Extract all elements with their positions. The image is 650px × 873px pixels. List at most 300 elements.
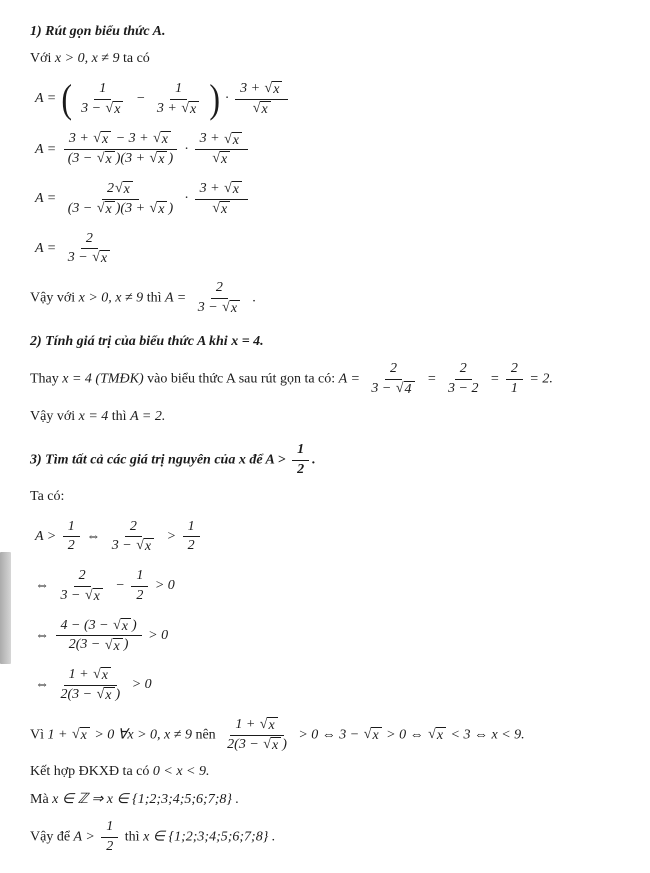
numerator xyxy=(183,519,200,538)
radical-sign: √ xyxy=(395,380,404,396)
denominator xyxy=(56,587,109,605)
denominator xyxy=(183,537,200,555)
math-run: x xyxy=(436,728,444,744)
section-heading xyxy=(30,441,634,480)
radicand xyxy=(189,101,199,118)
denominator xyxy=(206,200,236,218)
text-run: Vậy với xyxy=(30,290,79,306)
text-line xyxy=(30,408,634,426)
math-run: A = xyxy=(35,91,60,107)
fraction xyxy=(101,819,118,856)
math-run: ⇔ xyxy=(82,528,104,544)
radical xyxy=(93,131,111,148)
math-run: x xyxy=(232,132,239,148)
math-run: A = xyxy=(35,240,60,256)
math-run: ) xyxy=(123,637,129,653)
fraction xyxy=(183,519,200,556)
text-line xyxy=(30,50,634,68)
math-run: x xyxy=(114,101,121,117)
radical-sign: √ xyxy=(181,100,190,116)
fraction xyxy=(152,81,205,118)
math-run: 1 xyxy=(99,81,107,97)
radical xyxy=(150,201,168,218)
numerator xyxy=(74,568,91,587)
radical-sign: √ xyxy=(96,687,105,703)
radical xyxy=(106,101,124,118)
math-run: x ∈ {1;2;3;4;5;6;7;8} . xyxy=(143,829,276,845)
math-run: 3 − xyxy=(371,380,395,396)
text-run: Vậy với xyxy=(30,408,79,424)
math-run: 2 xyxy=(136,587,144,603)
radicand xyxy=(161,131,171,148)
math-run: 3 + xyxy=(199,131,224,147)
text-run: 2) Tính giá trị của biểu thức A khi xyxy=(30,333,232,349)
radicand xyxy=(104,687,114,704)
math-run: 3 − xyxy=(67,250,92,266)
text-run: vào biểu thức A sau rút gọn ta có: xyxy=(143,371,339,387)
math-run: 3 − xyxy=(197,299,222,315)
text-run: 3) Tìm tất cả các giá trị nguyên của x để xyxy=(30,452,266,468)
numerator xyxy=(455,361,472,380)
math-run: 1 xyxy=(187,518,195,534)
math-run: 3 + xyxy=(156,100,181,116)
radicand xyxy=(232,132,242,149)
math-run: x xyxy=(221,201,228,217)
math-run: 1 + xyxy=(68,667,93,683)
math-run: x xyxy=(123,182,130,198)
math-run: 3 + xyxy=(68,131,93,147)
math-run: x xyxy=(93,588,100,604)
radical xyxy=(97,151,115,168)
math-run: x xyxy=(105,152,112,168)
math-run: ⇔ xyxy=(35,578,53,594)
radicand xyxy=(101,131,111,148)
radical xyxy=(105,638,123,655)
math-run: x xyxy=(261,101,268,117)
math-run: (3 − xyxy=(67,151,96,167)
math-run: 2 xyxy=(389,360,397,376)
math-run: (3 − xyxy=(67,200,96,216)
text-line xyxy=(30,488,634,506)
radical xyxy=(260,717,278,734)
radicand xyxy=(260,101,270,118)
radical-sign: √ xyxy=(259,716,268,732)
radical-sign: √ xyxy=(92,250,100,266)
denominator xyxy=(247,100,277,118)
radicand xyxy=(144,538,154,555)
math-run: = xyxy=(423,371,440,387)
math-run: x xyxy=(158,152,165,168)
radical-sign: √ xyxy=(149,151,158,167)
math-run: 2(3 − xyxy=(60,687,96,703)
radical xyxy=(97,687,115,704)
math-run: A = 2. xyxy=(130,408,166,424)
radical-sign: √ xyxy=(252,100,261,116)
math-run: x xyxy=(113,638,120,654)
math-run: x > 0, x ≠ 9 xyxy=(54,51,120,67)
denominator xyxy=(366,380,420,398)
radical-sign: √ xyxy=(212,151,221,167)
radical xyxy=(85,588,103,605)
numerator xyxy=(170,81,187,100)
numerator xyxy=(292,442,309,461)
math-run: A > xyxy=(35,528,60,544)
denominator xyxy=(76,100,129,118)
math-run: x xyxy=(80,728,87,744)
math-run: ) xyxy=(115,687,121,703)
math-run: x xyxy=(372,728,379,744)
math-run: < 3 ⇔ x < 9. xyxy=(447,727,525,743)
text-line xyxy=(30,716,634,755)
text-run: thì xyxy=(143,290,165,306)
radical xyxy=(364,727,382,744)
text-run: Ta có: xyxy=(30,489,65,505)
math-run: x xyxy=(268,717,275,733)
math-run: ) xyxy=(168,151,174,167)
equation-line xyxy=(35,230,634,269)
radical-sign: √ xyxy=(93,131,101,147)
numerator xyxy=(385,361,402,380)
radical xyxy=(181,101,199,118)
radicand xyxy=(220,151,230,168)
denominator xyxy=(56,686,126,704)
math-run: . xyxy=(249,290,257,306)
math-run: x xyxy=(100,251,108,267)
radicand xyxy=(436,727,446,744)
math-run: ⇔ xyxy=(35,677,53,693)
text-run: Vì xyxy=(30,727,48,743)
math-run: A > xyxy=(73,829,99,845)
radicand xyxy=(101,667,111,684)
radical-sign: √ xyxy=(263,736,271,752)
fraction xyxy=(366,361,420,398)
math-run: x xyxy=(230,301,238,317)
math-run: x xyxy=(273,82,280,98)
radical-sign: √ xyxy=(113,617,121,633)
math-run: 2 xyxy=(129,518,137,534)
section-heading xyxy=(30,23,634,41)
radical-sign: √ xyxy=(105,100,114,116)
math-run: ) xyxy=(131,617,137,633)
radical xyxy=(136,538,154,555)
fraction xyxy=(56,667,126,704)
radicand xyxy=(404,381,415,398)
math-run: x xyxy=(144,539,152,555)
math-run: x xyxy=(101,132,109,148)
radical xyxy=(212,151,230,168)
numerator xyxy=(506,361,523,380)
math-run: 0 < x < 9. xyxy=(152,764,210,780)
radical xyxy=(115,181,133,198)
paren-content xyxy=(73,80,208,119)
numerator xyxy=(195,131,248,150)
numerator xyxy=(211,280,228,299)
fraction xyxy=(63,181,178,218)
radical-sign: √ xyxy=(224,131,232,147)
math-run: > 0 xyxy=(128,677,152,693)
numerator xyxy=(101,819,118,838)
radical-sign: √ xyxy=(264,81,273,97)
denominator xyxy=(64,636,134,654)
paren-group xyxy=(60,76,222,122)
fraction xyxy=(443,361,483,398)
numerator xyxy=(64,667,117,686)
text-run: 1) Rút gọn biểu thức A. xyxy=(30,24,166,39)
radical xyxy=(113,618,131,635)
radical-sign: √ xyxy=(114,181,123,197)
numerator xyxy=(81,231,98,250)
text-run: Với xyxy=(30,51,55,67)
equation-line xyxy=(35,567,634,606)
math-run: A > xyxy=(265,452,290,468)
math-run: · xyxy=(181,191,192,207)
fraction xyxy=(131,568,148,605)
radical-sign: √ xyxy=(104,637,113,653)
math-run: ) xyxy=(168,200,174,216)
text-line xyxy=(30,360,634,399)
math-run: x > 0, x ≠ 9 xyxy=(78,290,144,306)
math-run: 2 xyxy=(297,461,305,477)
radicand xyxy=(80,727,90,744)
numerator xyxy=(195,181,248,200)
math-run: x xyxy=(232,182,239,198)
equation-line xyxy=(35,518,634,557)
math-run: > 0 xyxy=(144,627,169,643)
radical xyxy=(263,737,281,754)
radical xyxy=(224,181,242,198)
math-run: ⇔ xyxy=(35,627,53,643)
radical-sign: √ xyxy=(212,200,221,216)
text-line xyxy=(30,818,634,857)
math-run: > 0 ⇔ xyxy=(382,727,428,743)
fraction xyxy=(76,81,129,118)
text-run: Thay xyxy=(30,371,63,387)
math-run: − xyxy=(111,578,129,594)
math-run: 1 xyxy=(510,380,518,396)
math-run: x xyxy=(271,737,279,753)
radical xyxy=(97,201,115,218)
radicand xyxy=(121,618,131,635)
equation-line xyxy=(35,666,634,705)
radicand xyxy=(267,717,277,734)
fraction xyxy=(235,81,288,117)
math-run: x xyxy=(105,201,112,217)
left-paren-icon: ( xyxy=(61,76,72,122)
math-run: = 2. xyxy=(525,371,553,387)
numerator xyxy=(131,568,148,587)
math-run: 3 − xyxy=(81,100,105,116)
numerator xyxy=(56,618,142,637)
equation-line xyxy=(35,130,634,169)
math-run: x = 4 xyxy=(78,408,109,424)
radical-sign: √ xyxy=(71,727,80,743)
text-run: nên xyxy=(191,727,220,743)
math-run: x xyxy=(161,132,169,148)
denominator xyxy=(206,150,236,168)
math-run: A = xyxy=(35,141,60,157)
math-run: 2 xyxy=(106,838,114,854)
radical xyxy=(428,727,446,744)
math-run: 2 xyxy=(187,538,195,554)
math-run: 1 xyxy=(136,568,144,584)
math-run: 3 − xyxy=(111,538,136,554)
math-run: ) xyxy=(282,736,287,752)
math-run: · xyxy=(221,91,233,107)
radicand xyxy=(157,201,167,218)
fraction xyxy=(195,131,248,167)
radical xyxy=(93,667,111,684)
radical-sign: √ xyxy=(224,181,232,197)
math-run: x = 4. xyxy=(231,333,264,349)
radicand xyxy=(113,638,123,655)
radical-sign: √ xyxy=(136,538,144,554)
radical-sign: √ xyxy=(149,200,158,216)
math-run: > xyxy=(163,528,180,544)
math-run: = xyxy=(486,371,503,387)
denominator xyxy=(443,380,483,398)
numerator xyxy=(63,519,80,538)
text-run: ta có xyxy=(119,51,150,67)
math-run: 2 xyxy=(510,360,518,376)
math-run: x xyxy=(101,668,109,684)
math-run: x xyxy=(105,688,112,704)
text-run: Kết hợp ĐKXĐ ta có xyxy=(30,764,153,780)
denominator xyxy=(292,461,309,479)
radical xyxy=(253,101,271,118)
radicand xyxy=(105,201,115,218)
radical-sign: √ xyxy=(84,587,93,603)
fraction xyxy=(63,519,80,556)
denominator xyxy=(506,380,523,398)
equation-line xyxy=(35,180,634,219)
radical xyxy=(72,727,90,744)
denominator xyxy=(222,736,292,754)
math-run: 2 xyxy=(85,230,93,246)
text-run: thì xyxy=(121,829,144,845)
radicand xyxy=(220,201,230,218)
radicand xyxy=(123,181,133,198)
section-heading xyxy=(30,333,634,351)
math-run: 2 xyxy=(459,360,467,376)
radical xyxy=(212,201,230,218)
math-run: 4 xyxy=(404,381,412,397)
radicand xyxy=(271,737,281,754)
equation-line xyxy=(35,617,634,656)
numerator xyxy=(94,81,111,100)
math-run: A = xyxy=(164,290,190,306)
math-run: 1 + xyxy=(235,716,259,732)
numerator xyxy=(235,81,288,100)
denominator xyxy=(131,587,148,605)
radicand xyxy=(232,181,242,198)
radical-sign: √ xyxy=(93,667,101,683)
math-run: − xyxy=(132,91,149,107)
equation-line xyxy=(35,76,634,122)
text-line xyxy=(30,763,634,781)
math-run: 1 xyxy=(106,818,114,834)
right-paren-icon: ) xyxy=(209,76,221,122)
denominator xyxy=(63,537,80,555)
math-run: )(3 + xyxy=(115,151,149,167)
radical-sign: √ xyxy=(96,151,105,167)
radical-sign: √ xyxy=(153,131,161,147)
math-run: 3 − 2 xyxy=(448,380,479,396)
fraction xyxy=(56,618,142,655)
text-run: Vậy để xyxy=(30,829,74,845)
radical-sign: √ xyxy=(363,727,372,743)
radicand xyxy=(272,81,282,98)
radicand xyxy=(157,151,167,168)
denominator xyxy=(101,838,118,856)
math-run: A = xyxy=(338,371,364,387)
math-run: 2(3 − xyxy=(227,736,263,752)
math-run: 4 − (3 − xyxy=(60,617,113,633)
math-run: 1 + xyxy=(47,727,71,743)
math-run: )(3 + xyxy=(115,200,149,216)
denominator xyxy=(107,537,160,555)
radical-sign: √ xyxy=(222,300,230,316)
text-line xyxy=(30,791,634,809)
fraction xyxy=(56,568,109,605)
math-run: 2 xyxy=(67,538,75,554)
fraction xyxy=(292,442,309,479)
radicand xyxy=(93,588,103,605)
text-line xyxy=(30,279,634,318)
fraction xyxy=(195,181,248,217)
denominator xyxy=(193,299,246,317)
fraction xyxy=(63,231,116,268)
radical xyxy=(222,300,240,317)
denominator xyxy=(63,249,116,267)
radicand xyxy=(105,151,115,168)
denominator xyxy=(63,150,178,168)
radical xyxy=(265,81,283,98)
radicand xyxy=(230,300,240,317)
math-run: 2 xyxy=(215,280,223,296)
math-run: > 0 ∀x > 0, x ≠ 9 xyxy=(90,727,192,743)
math-run: 2(3 − xyxy=(68,637,104,653)
radical xyxy=(396,381,415,398)
numerator xyxy=(64,131,177,150)
math-run: x xyxy=(190,101,197,117)
text-run: Mà xyxy=(30,791,53,807)
fraction xyxy=(222,717,292,754)
radicand xyxy=(371,727,381,744)
numerator xyxy=(125,519,142,538)
math-run: > 0 xyxy=(151,578,175,594)
math-run: > 0 ⇔ 3 − xyxy=(294,727,363,743)
radical xyxy=(92,250,110,267)
math-run: 1 xyxy=(297,441,305,457)
math-run: 2 xyxy=(78,568,86,584)
math-run: · xyxy=(181,141,192,157)
fraction xyxy=(107,519,160,556)
denominator xyxy=(63,200,178,218)
radical-sign: √ xyxy=(96,200,105,216)
radical xyxy=(153,131,171,148)
numerator xyxy=(230,717,283,736)
fraction xyxy=(506,361,523,398)
text-run: thì xyxy=(108,408,131,424)
radicand xyxy=(100,250,110,267)
numerator xyxy=(102,181,139,200)
radical xyxy=(224,132,242,149)
text-run: . xyxy=(312,452,316,468)
fraction xyxy=(63,131,178,168)
math-run: 3 + xyxy=(240,81,264,97)
math-run: x ∈ ℤ ⇒ x ∈ {1;2;3;4;5;6;7;8} . xyxy=(52,791,239,807)
math-run: − 3 + xyxy=(112,131,153,147)
